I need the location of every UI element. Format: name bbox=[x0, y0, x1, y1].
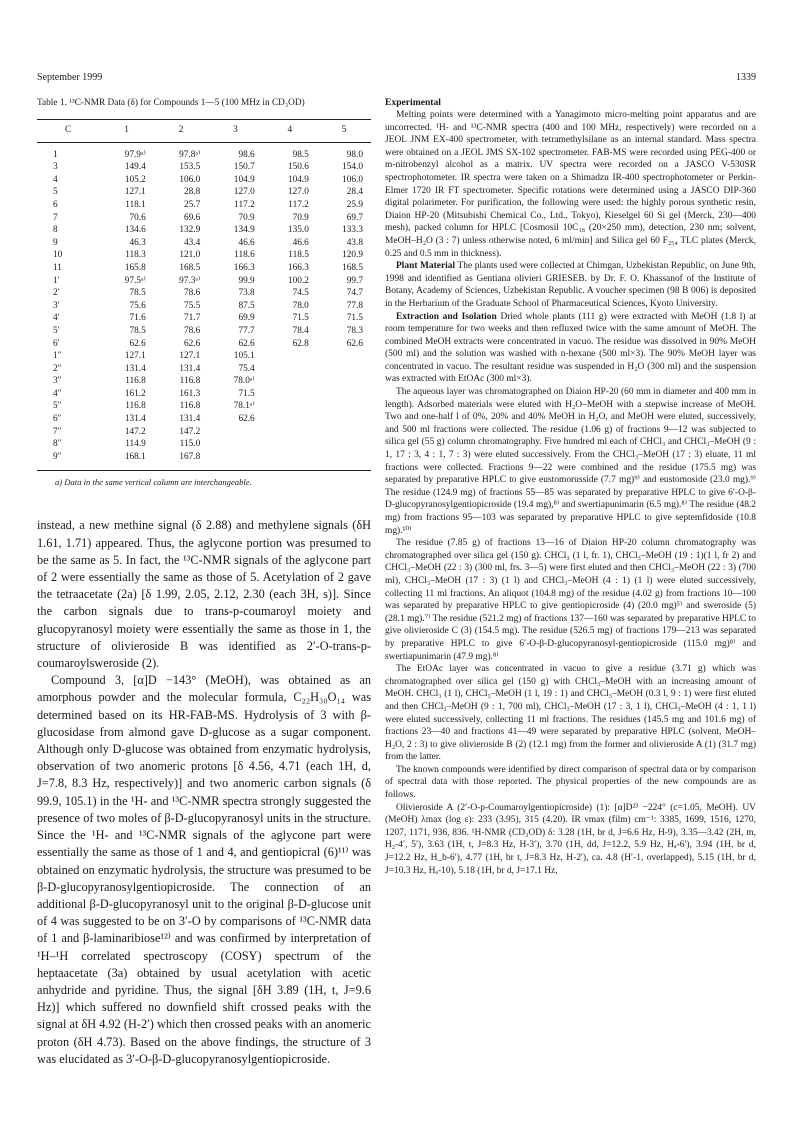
paragraph-general: Melting points were determined with a Yanagimoto micro-melting point apparatus and are uncorrected. ¹H- and ¹³C-NMR spectra (400 and 100 MHz, respectively) were recorded on a JEOL JNM EX-400 spectrometer, with tetramethylsilane as an internal standard. Mass spectra were obtained on a JEOL JMS SX-102 spectrometer. FAB-MS were recorded using PEG-400 or m-nitrobenzyl alcohol as a matrix. UV spectra were recorded on a JASCO V-530SR spectrophotometer. IR spectra were taken on a Shimadzu IR-400 spectrophotometer or Perkin-Elmer 1720 IR FT spectrometer. Specific rotations were determined using a JASCO DIP-360 digital polarimeter. For purification, the following were used: the highly porous synthetic resin, Diaion HP-20 (Mitsubishi Chemical Co., Ltd., Tokyo), Kieselgel 60 Si gel (Merck, 230—400 mesh), packed column for HPLC [Cosmosil 10C₁₈ (20×250 mm), detection, 230 nm; solvent, MeOH–H₂O (3 : 7) unless otherwise noted, 6 ml/min] and Silica gel 60 F₂₅₄ TLC plates (Merck, 0.25 and 0.5 mm in thickness). bbox=[385, 110, 756, 259]
shift-value-cell: 127.1 bbox=[124, 187, 146, 198]
shift-value-cell: 74.5 bbox=[292, 288, 309, 299]
carbon-position-cell: 2′ bbox=[53, 288, 60, 299]
shift-value-cell: 73.8 bbox=[238, 288, 255, 299]
shift-value-cell: 71.5 bbox=[238, 388, 255, 399]
column-header: 4 bbox=[263, 120, 317, 143]
shift-value-cell bbox=[317, 413, 371, 426]
paragraph-text: Dried whole plants (111 g) were extracted with MeOH (1.8 l) at room temperature for two weeks and then refluxed twice with the same amount of MeOH. The combined MeOH extracts were concentrated in vacuo. The residue was dissolved in 90% MeOH (500 ml) and the solution was washed with n-hexane (500 ml×3). The 90% MeOH layer was concentrated in vacuo. The resultant residue was suspended in H₂O (300 ml) and the suspension was extracted with EtOAc (300 ml×3). bbox=[385, 311, 757, 385]
paragraph: The aqueous layer was chromatographed on Diaion HP-20 (60 mm in diameter and 400 mm in length). Adsorbed materials were eluted with H₂O–MeOH with a stepwise increase of MeOH. Two and one-half l of 0%, 20% and 40% MeOH in H₂O, and MeOH were eluted, successively, and 500 ml fractions were collected. The residue (1.06 g) of fractions 9—12 was subjected to silica gel (55 g) column chromatography. Five hundred ml each of CHCl₃ and CHCl₃–MeOH (9 : 1, 17 : 3, 4 : 1, 7 : 3) were eluted successively. From the CHCl₃–MeOH (17 : 3) eluate, 11 ml fractions were collected. Fractions 9—22 were combined and the residue (175.5 mg) was separated by preparative HPLC to give eustomorusside (7.7 mg)⁹⁾ and eustomoside (23.0 mg).⁹⁾ The residue (124.9 mg) of fractions 55—85 was separated by preparative HPLC to give 6′-O-β-D-glucopyranosylgentiopicroside (19.4 mg),⁸⁾ and swertiapunimarin (6.5 mg).⁸⁾ The residue (48.2 mg) from fractions 95—103 was separated by preparative HPLC to give septemfidoside (10.8 mg).¹⁰⁾ bbox=[385, 387, 756, 536]
shift-value-cell: 116.8 bbox=[125, 401, 146, 412]
subsection-head: Plant Material bbox=[396, 261, 456, 272]
shift-value-cell: 62.6 bbox=[238, 338, 255, 349]
shift-value-cell: 43.8 bbox=[346, 237, 363, 248]
table-row bbox=[37, 161, 371, 174]
carbon-position-cell: 5 bbox=[53, 187, 58, 198]
carbon-position-cell: 5′ bbox=[53, 325, 60, 336]
table-row bbox=[37, 300, 371, 313]
carbon-position-cell: 7″ bbox=[53, 426, 62, 437]
shift-value-cell: 161.3 bbox=[179, 388, 201, 399]
shift-value-cell: 98.6 bbox=[238, 149, 255, 160]
shift-value-cell bbox=[263, 451, 317, 471]
table-row bbox=[37, 224, 371, 237]
shift-value-cell: 168.1 bbox=[99, 451, 153, 471]
shift-value-cell: 71.5 bbox=[292, 313, 309, 324]
shift-value-cell bbox=[208, 438, 262, 451]
shift-value-cell bbox=[263, 350, 317, 363]
shift-value-cell bbox=[208, 451, 262, 471]
table-row bbox=[37, 438, 371, 451]
paragraph-text: The plants used were collected at Chimgan, Uzbekistan Republic, on June 9th, 1998 and identified as Gentiana olivieri GRIESEB. by Dr. F. O. Khassanof of the Institute of Botany, Academy of Sciences, Uzbekistan Republic. A voucher specimen (98 B 006) is deposited in the Herbarium of the Graduate School of Pharmaceutical Sciences, Kyoto University. bbox=[385, 261, 756, 309]
section-title-experimental: Experimental bbox=[385, 97, 441, 108]
carbon-position-cell: 3′ bbox=[53, 300, 60, 311]
shift-value-cell: 78.6 bbox=[183, 288, 201, 299]
shift-value-cell: 149.4 bbox=[124, 162, 146, 173]
shift-value-cell: 118.6 bbox=[234, 250, 255, 261]
shift-value-cell: 121.0 bbox=[179, 250, 201, 261]
shift-value-cell: 100.2 bbox=[287, 275, 309, 286]
shift-value-cell bbox=[317, 438, 371, 451]
shift-value-cell: 116.8 bbox=[125, 376, 146, 387]
shift-value-cell: 116.8 bbox=[179, 401, 201, 412]
shift-value-cell: 69.9 bbox=[238, 313, 255, 324]
shift-value-cell: 106.0 bbox=[179, 174, 201, 185]
shift-value-cell: 97.8ᵃ⁾ bbox=[179, 149, 201, 160]
shift-value-cell bbox=[263, 363, 317, 376]
table-row bbox=[37, 275, 371, 288]
shift-value-cell: 105.2 bbox=[124, 174, 146, 185]
shift-value-cell: 70.9 bbox=[292, 212, 309, 223]
shift-value-cell: 127.1 bbox=[124, 351, 146, 362]
carbon-position-cell: 4 bbox=[53, 174, 58, 185]
running-header-date: September 1999 bbox=[37, 72, 103, 83]
shift-value-cell: 131.4 bbox=[179, 363, 201, 374]
subsection-head: Extraction and Isolation bbox=[396, 311, 497, 322]
carbon-position-cell: 8 bbox=[53, 225, 58, 236]
shift-value-cell: 127.0 bbox=[287, 187, 309, 198]
table-row bbox=[37, 413, 371, 426]
paragraph: The EtOAc layer was concentrated in vacuo to give a residue (3.71 g) which was chromatographed over silica gel (150 g) with CHCl₃–MeOH with an increasing amount of MeOH. CHCl₃ (1 l), CHCl₃–MeOH (1 l, 19 : 1) and CHCl₃–MeOH (0.3 l, 9 : 1) were first eluted and then CHCl₃–MeOH (9 : 1, 700 ml), CHCl₃–MeOH (17 : 3, 1 l), CHCl₃–MeOH (4 : 1, 1 l) were eluted successively, collecting 11 ml fractions. The residues (145.5 mg and 101.6 mg) of fractions 23—40 and fractions 41—49 were separated by preparative HPLC (solvent, MeOH–H₂O, 2 : 3) to give olivieroside B (2) (12.1 mg) from the former and olivieroside A (1) (31.7 mg) from the latter. bbox=[385, 664, 756, 763]
shift-value-cell: 135.0 bbox=[287, 225, 309, 236]
shift-value-cell: 78.0ᵃ⁾ bbox=[233, 376, 255, 387]
table-row bbox=[37, 363, 371, 376]
carbon-position-cell: 2″ bbox=[53, 363, 62, 374]
shift-value-cell bbox=[263, 400, 317, 413]
shift-value-cell: 62.6 bbox=[129, 338, 146, 349]
carbon-position-cell: 8″ bbox=[53, 439, 62, 450]
table-row bbox=[37, 212, 371, 225]
shift-value-cell bbox=[317, 375, 371, 388]
table-header-row bbox=[37, 120, 371, 143]
shift-value-cell: 117.2 bbox=[234, 199, 255, 210]
table-row bbox=[37, 388, 371, 401]
shift-value-cell: 62.6 bbox=[238, 414, 255, 425]
shift-value-cell: 147.2 bbox=[179, 426, 201, 437]
carbon-position-cell: 9″ bbox=[37, 451, 99, 471]
carbon-position-cell: 6″ bbox=[53, 414, 62, 425]
shift-value-cell: 78.3 bbox=[346, 325, 363, 336]
shift-value-cell bbox=[208, 426, 262, 439]
shift-value-cell: 168.5 bbox=[342, 262, 363, 273]
carbon-position-cell: 1′ bbox=[53, 275, 60, 286]
shift-value-cell bbox=[263, 388, 317, 401]
shift-value-cell: 78.1ᵃ⁾ bbox=[233, 401, 255, 412]
shift-value-cell bbox=[317, 363, 371, 376]
table-row bbox=[37, 350, 371, 363]
carbon-position-cell: 10 bbox=[53, 250, 63, 261]
page-number: 1339 bbox=[736, 72, 756, 83]
paragraph-plant-material bbox=[385, 260, 756, 310]
shift-value-cell: 46.6 bbox=[292, 237, 309, 248]
shift-value-cell: 62.6 bbox=[346, 338, 363, 349]
shift-value-cell: 28.4 bbox=[346, 187, 363, 198]
shift-value-cell: 134.9 bbox=[233, 225, 255, 236]
table-row bbox=[37, 426, 371, 439]
shift-value-cell: 118.5 bbox=[288, 250, 309, 261]
shift-value-cell: 165.8 bbox=[124, 262, 146, 273]
left-column bbox=[37, 97, 371, 1068]
left-body-text bbox=[37, 517, 371, 1068]
carbon-position-cell: 1 bbox=[53, 149, 58, 160]
shift-value-cell: 71.5 bbox=[346, 313, 363, 324]
shift-value-cell: 28.8 bbox=[183, 187, 201, 198]
shift-value-cell: 131.4 bbox=[124, 363, 146, 374]
carbon-position-cell: 4′ bbox=[53, 313, 60, 324]
table-body bbox=[37, 142, 371, 471]
column-header: 3 bbox=[208, 120, 262, 143]
carbon-position-cell: 6 bbox=[53, 199, 58, 210]
shift-value-cell: 133.3 bbox=[342, 225, 363, 236]
table-row bbox=[37, 142, 371, 161]
shift-value-cell: 97.9ᵃ⁾ bbox=[124, 149, 146, 160]
shift-value-cell: 127.0 bbox=[233, 187, 255, 198]
shift-value-cell: 69.7 bbox=[346, 212, 363, 223]
shift-value-cell bbox=[263, 426, 317, 439]
shift-value-cell: 127.1 bbox=[179, 351, 201, 362]
shift-value-cell: 118.1 bbox=[125, 199, 146, 210]
shift-value-cell: 78.5 bbox=[129, 325, 146, 336]
column-header: C bbox=[37, 120, 99, 143]
shift-value-cell: 166.3 bbox=[287, 262, 309, 273]
shift-value-cell bbox=[263, 413, 317, 426]
table-row bbox=[37, 174, 371, 187]
shift-value-cell: 114.9 bbox=[125, 439, 146, 450]
carbon-position-cell: 11 bbox=[53, 262, 62, 273]
shift-value-cell: 106.0 bbox=[342, 174, 363, 185]
shift-value-cell: 97.5ᵃ⁾ bbox=[124, 275, 146, 286]
shift-value-cell: 131.4 bbox=[124, 414, 146, 425]
shift-value-cell: 70.6 bbox=[129, 212, 146, 223]
column-header: 5 bbox=[317, 120, 371, 143]
shift-value-cell: 46.3 bbox=[129, 237, 146, 248]
right-column bbox=[385, 97, 756, 877]
shift-value-cell: 150.6 bbox=[287, 162, 309, 173]
shift-value-cell bbox=[317, 451, 371, 471]
column-header: 1 bbox=[99, 120, 153, 143]
table-row bbox=[37, 287, 371, 300]
shift-value-cell bbox=[263, 438, 317, 451]
shift-value-cell: 46.6 bbox=[238, 237, 255, 248]
shift-value-cell: 75.4 bbox=[238, 363, 255, 374]
shift-value-cell: 78.5 bbox=[129, 288, 146, 299]
carbon-position-cell: 9 bbox=[53, 237, 58, 248]
paragraph: Compound 3, [α]D −143° (MeOH), was obtained as an amorphous powder and the molecular formula, C₂₂H₃₀O₁₄ was determined based on its HR-FAB-MS. Hydrolysis of 3 with β-glucosidase from almond gave D-glucose as a sugar component. Although only D-glucose was obtained from enzymatic hydrolysis, observation of two anomeric protons [δ 4.56, 4.71 (each 1H, d, J=7.8, 8.3 Hz, respectively)] and two anomeric carbon signals (δ 99.9, 105.1) in the ¹H- and ¹³C-NMR spectra strongly suggested the presence of two moles of β-D-glucopyranosyl units in the structure. Since the ¹H- and ¹³C-NMR signals of the aglycone part were essentially the same as those of 1 and 4, and gentiopicral (6)¹¹⁾ was obtained on enzymatic hydrolysis, the structure was presumed to be β-D-glucopyranosylgentiopicroside. The connection of an additional β-D-glucopyranosyl unit to the original β-D-glucose unit of 4 was suggested to be on 3′-O by comparisons of ¹³C-NMR data of 1 and β-laminaribiose¹²⁾ and was confirmed by interpretation of ¹H–¹H correlated spectroscopy (COSY) spectrum of the heptaacetate (3a) obtained by usual acetylation with acetic anhydride and pyridine. Thus, the signal [δH 3.89 (1H, t, J=9.6 Hz)] which suffered no downfield shift crossed peaks with the signal at δH 4.92 (H-2′) which then crossed peaks with an anomeric proton (δH 4.73). Based on the above findings, the structure of 3 was elucidated as 3′-O-β-D-glucopyranosylgentiopicroside. bbox=[37, 673, 371, 1066]
shift-value-cell: 87.5 bbox=[238, 300, 255, 311]
table-row bbox=[37, 325, 371, 338]
table-row bbox=[37, 262, 371, 275]
shift-value-cell bbox=[317, 400, 371, 413]
shift-value-cell: 134.6 bbox=[124, 225, 146, 236]
shift-value-cell: 97.3ᵃ⁾ bbox=[179, 275, 201, 286]
shift-value-cell: 75.5 bbox=[183, 300, 201, 311]
shift-value-cell: 115.0 bbox=[179, 439, 201, 450]
carbon-position-cell: 7 bbox=[53, 212, 58, 223]
table-row bbox=[37, 375, 371, 388]
paragraph: instead, a new methine signal (δ 2.88) and methylene signals (δH 1.61, 1.71) appeared. Thus, the aglycone portion was presumed to be the same as 5. In fact, the ¹³C-NMR signals of the aglycone part of 2 were essentially the same as those of 5. Acetylation of 2 gave the tetraacetate (2a) [δ 1.99, 2.05, 2.12, 2.30 (each 3H, s)]. Since the carbon signals due to trans-p-coumaroyl moiety and glucopyranosyl moiety were essentially the same as those in 1, the structure of olivieroside B was identified as 2′-O-trans-p-coumaroylsweroside (2). bbox=[37, 518, 371, 671]
shift-value-cell: 78.6 bbox=[183, 325, 201, 336]
shift-value-cell: 116.8 bbox=[179, 376, 201, 387]
shift-value-cell: 25.9 bbox=[346, 199, 363, 210]
carbon-position-cell: 3″ bbox=[53, 376, 62, 387]
shift-value-cell: 78.4 bbox=[292, 325, 309, 336]
shift-value-cell: 131.4 bbox=[179, 414, 201, 425]
shift-value-cell: 98.0 bbox=[346, 149, 363, 160]
shift-value-cell: 62.8 bbox=[292, 338, 309, 349]
shift-value-cell: 99.7 bbox=[346, 275, 363, 286]
shift-value-cell: 69.6 bbox=[183, 212, 201, 223]
shift-value-cell: 117.2 bbox=[288, 199, 309, 210]
shift-value-cell: 62.6 bbox=[183, 338, 201, 349]
shift-value-cell: 70.9 bbox=[238, 212, 255, 223]
table-row bbox=[37, 199, 371, 212]
shift-value-cell bbox=[317, 388, 371, 401]
paragraph: The residue (7.85 g) of fractions 13—16 of Diaion HP-20 column chromatography was chromatographed over silica gel (150 g). CHCl₃ (1 l, fr. 1), CHCl₃–MeOH (19 : 1)(1 l, fr 2) and CHCl₃–MeOH (22 : 3) (300 ml, frs. 3—5) were first eluted and then CHCl₃–MeOH (22 : 3) (700 ml), CHCl₃–MeOH (17 : 3) (1 l) and CHCl₃–MeOH (4 : 1) (1 l) were eluted successively, collecting 11 ml fractions. An aliquot (104.8 mg) of the residue (4.02 g) from fractions 10—100 was separated by preparative HPLC to give gentiopicroside (4) (20.0 mg)⁵⁾ and sweroside (5) (28.1 mg).⁷⁾ The residue (521.2 mg) of fractions 137—160 was separated by preparative HPLC to give olivieroside C (3) (154.5 mg). The residue (526.5 mg) of fractions 179—213 was separated by preparative HPLC to give 6′-O-β-D-glucopyranosyl-gentiopicroside (115.0 mg)⁸⁾ and swertiapunimarin (47.9 mg).⁸⁾ bbox=[385, 538, 756, 662]
shift-value-cell: 78.0 bbox=[292, 300, 309, 311]
carbon-position-cell: 4″ bbox=[53, 388, 62, 399]
carbon-position-cell: 3 bbox=[53, 162, 58, 173]
table-row bbox=[37, 451, 371, 471]
shift-value-cell: 74.7 bbox=[346, 288, 363, 299]
table-footnote: a) Data in the same vertical column are interchangeable. bbox=[55, 477, 252, 488]
shift-value-cell: 77.7 bbox=[238, 325, 255, 336]
shift-value-cell: 118.3 bbox=[125, 250, 146, 261]
shift-value-cell: 104.9 bbox=[233, 174, 255, 185]
shift-value-cell: 161.2 bbox=[124, 388, 146, 399]
table-row bbox=[37, 312, 371, 325]
shift-value-cell: 153.5 bbox=[179, 162, 201, 173]
shift-value-cell: 105.1 bbox=[233, 351, 255, 362]
paragraph: The known compounds were identified by direct comparison of spectral data or by comparison of spectral data with those reported. The physical properties of the new compounds are as follows. bbox=[385, 764, 756, 801]
table-row bbox=[37, 237, 371, 250]
carbon-position-cell: 5″ bbox=[53, 401, 62, 412]
shift-value-cell bbox=[317, 350, 371, 363]
nmr-table bbox=[37, 119, 371, 471]
column-header: 2 bbox=[154, 120, 208, 143]
table-row bbox=[37, 249, 371, 262]
shift-value-cell: 150.7 bbox=[233, 162, 255, 173]
shift-value-cell: 168.5 bbox=[179, 262, 201, 273]
shift-value-cell: 71.6 bbox=[129, 313, 146, 324]
shift-value-cell: 98.5 bbox=[292, 149, 309, 160]
shift-value-cell: 167.8 bbox=[154, 451, 208, 471]
paragraph-extraction bbox=[385, 311, 756, 387]
paragraph: Olivieroside A (2′-O-p-Coumaroylgentiopicroside) (1): [α]D²³ −224° (c=1.05, MeOH). UV (MeOH) λmax (log ε): 233 (3.95), 315 (4.20). IR νmax (film) cm⁻¹: 3385, 1699, 1516, 1270, 1207, 1171, 936, 836. ¹H-NMR (CD₃OD) δ: 3.28 (1H, br d, J=6.6 Hz, H-9), 3.35—3.42 (2H, m, H₂-4′, 5′), 3.63 (1H, t, J=8.3 Hz, H-3′), 3.70 (1H, dd, J=12.2, 5.9 Hz, Hₐ-6′), 3.94 (1H, br d, J=12.2 Hz, H_b-6′), 4.77 (1H, br t, J=8.3 Hz, H-2′), ca. 4.8 (H′-1, overlapped), 5.15 (1H, br d, J=10.3 Hz, Hₐ-10), 5.18 (1H, br d, J=17.1 Hz, bbox=[385, 802, 756, 876]
shift-value-cell: 43.4 bbox=[183, 237, 201, 248]
shift-value-cell: 166.3 bbox=[233, 262, 255, 273]
shift-value-cell: 99.9 bbox=[238, 275, 255, 286]
shift-value-cell: 75.6 bbox=[129, 300, 146, 311]
shift-value-cell bbox=[263, 375, 317, 388]
shift-value-cell: 25.7 bbox=[183, 199, 201, 210]
shift-value-cell: 77.8 bbox=[346, 300, 363, 311]
table-row bbox=[37, 400, 371, 413]
table-caption: Table 1. ¹³C-NMR Data (δ) for Compounds 1—5 (100 MHz in CD₃OD) bbox=[37, 98, 305, 108]
shift-value-cell: 154.0 bbox=[342, 162, 363, 173]
shift-value-cell: 104.9 bbox=[287, 174, 309, 185]
shift-value-cell: 71.7 bbox=[183, 313, 201, 324]
table-row bbox=[37, 338, 371, 351]
table-row bbox=[37, 186, 371, 199]
shift-value-cell: 147.2 bbox=[124, 426, 146, 437]
carbon-position-cell: 1″ bbox=[53, 351, 62, 362]
shift-value-cell bbox=[317, 426, 371, 439]
shift-value-cell: 132.9 bbox=[179, 225, 201, 236]
shift-value-cell: 120.9 bbox=[342, 250, 363, 261]
carbon-position-cell: 6′ bbox=[53, 338, 60, 349]
